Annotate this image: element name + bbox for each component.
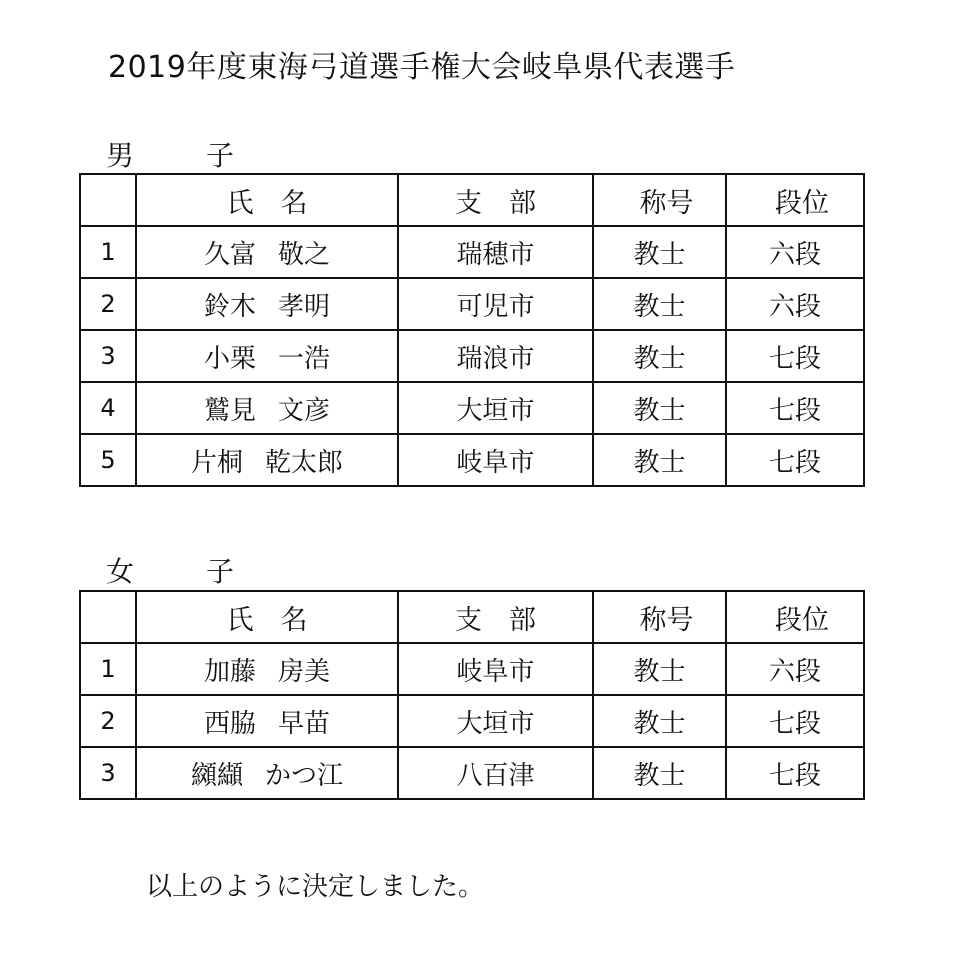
branch: 岐阜市 xyxy=(398,643,593,695)
header-name: 氏 名 xyxy=(136,591,398,643)
title: 教士 xyxy=(593,747,726,799)
rank: 七段 xyxy=(726,330,864,382)
table-header-row xyxy=(80,591,864,643)
family-name: 鷲見 xyxy=(203,395,256,426)
given-name: 文彦 xyxy=(278,395,331,426)
rank: 七段 xyxy=(726,695,864,747)
row-number: 2 xyxy=(80,278,136,330)
table-row xyxy=(80,226,864,278)
athlete-name xyxy=(136,434,398,486)
athlete-name xyxy=(136,278,398,330)
rank: 七段 xyxy=(726,747,864,799)
header-name: 氏 名 xyxy=(136,174,398,226)
section-label-women-a: 女 xyxy=(106,555,135,588)
header-branch: 支 部 xyxy=(398,174,593,226)
branch: 瑞穂市 xyxy=(398,226,593,278)
rank: 六段 xyxy=(726,278,864,330)
given-name: 一浩 xyxy=(278,343,331,374)
title: 教士 xyxy=(593,278,726,330)
table-header-row xyxy=(80,174,864,226)
document-title: 2019年度東海弓道選手権大会岐阜県代表選手 xyxy=(108,50,736,85)
branch: 大垣市 xyxy=(398,382,593,434)
title: 教士 xyxy=(593,434,726,486)
rank: 七段 xyxy=(726,382,864,434)
given-name: かつ江 xyxy=(265,760,344,791)
rank: 六段 xyxy=(726,643,864,695)
header-title: 称号 xyxy=(593,591,726,643)
athlete-name xyxy=(136,226,398,278)
family-name: 加藤 xyxy=(203,656,256,687)
athlete-name xyxy=(136,643,398,695)
row-number: 4 xyxy=(80,382,136,434)
branch: 岐阜市 xyxy=(398,434,593,486)
row-number: 3 xyxy=(80,747,136,799)
table-row xyxy=(80,695,864,747)
table-row xyxy=(80,434,864,486)
header-no xyxy=(80,591,136,643)
family-name: 鈴木 xyxy=(203,291,256,322)
row-number: 2 xyxy=(80,695,136,747)
branch: 瑞浪市 xyxy=(398,330,593,382)
athlete-name xyxy=(136,747,398,799)
family-name: 片桐 xyxy=(190,447,243,478)
given-name: 敬之 xyxy=(278,239,331,270)
section-label-men-b: 子 xyxy=(206,139,235,172)
table-row xyxy=(80,278,864,330)
table-row xyxy=(80,747,864,799)
branch: 可児市 xyxy=(398,278,593,330)
women-roster-table xyxy=(79,590,865,800)
header-title: 称号 xyxy=(593,174,726,226)
table-row xyxy=(80,382,864,434)
athlete-name xyxy=(136,330,398,382)
title: 教士 xyxy=(593,695,726,747)
section-label-women xyxy=(106,550,234,590)
title: 教士 xyxy=(593,382,726,434)
rank: 六段 xyxy=(726,226,864,278)
family-name: 西脇 xyxy=(203,708,256,739)
table-row xyxy=(80,643,864,695)
branch: 八百津 xyxy=(398,747,593,799)
header-no xyxy=(80,174,136,226)
athlete-name xyxy=(136,695,398,747)
branch: 大垣市 xyxy=(398,695,593,747)
row-number: 3 xyxy=(80,330,136,382)
title: 教士 xyxy=(593,330,726,382)
given-name: 乾太郎 xyxy=(265,447,344,478)
title: 教士 xyxy=(593,226,726,278)
section-label-men xyxy=(106,134,234,174)
family-name: 小栗 xyxy=(203,343,256,374)
row-number: 5 xyxy=(80,434,136,486)
given-name: 房美 xyxy=(278,656,331,687)
given-name: 孝明 xyxy=(278,291,331,322)
header-rank: 段位 xyxy=(726,591,864,643)
footer-note: 以上のように決定しました。 xyxy=(146,872,485,902)
header-rank: 段位 xyxy=(726,174,864,226)
athlete-name xyxy=(136,382,398,434)
row-number: 1 xyxy=(80,226,136,278)
row-number: 1 xyxy=(80,643,136,695)
title: 教士 xyxy=(593,643,726,695)
given-name: 早苗 xyxy=(278,708,331,739)
rank: 七段 xyxy=(726,434,864,486)
men-roster-table xyxy=(79,173,865,487)
family-name: 纐纈 xyxy=(190,760,243,791)
header-branch: 支 部 xyxy=(398,591,593,643)
section-label-women-b: 子 xyxy=(206,555,235,588)
family-name: 久富 xyxy=(203,239,256,270)
table-row xyxy=(80,330,864,382)
section-label-men-a: 男 xyxy=(106,139,135,172)
